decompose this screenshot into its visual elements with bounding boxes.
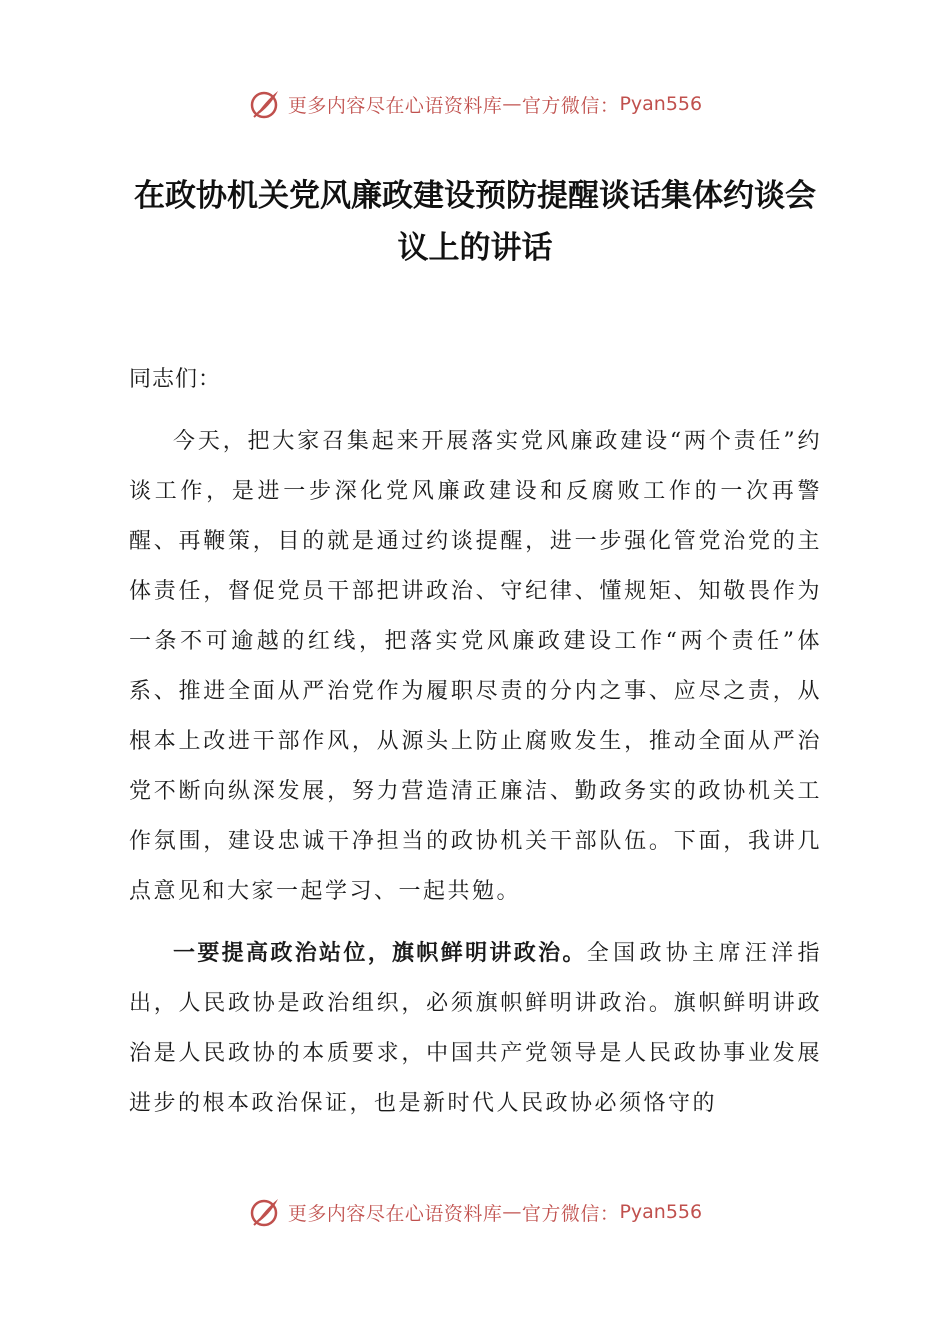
watermark-header <box>0 84 950 124</box>
watermark-official-text: 官方微信： <box>521 94 620 117</box>
quill-pen-logo-icon <box>248 87 282 121</box>
watermark-official-text: 官方微信： <box>521 1202 620 1225</box>
watermark-footer <box>0 1192 950 1232</box>
watermark-dash: — <box>502 93 522 115</box>
watermark-main-text: 更多内容尽在心语资料库 <box>287 94 503 117</box>
watermark-wechat-id: Pyan556 <box>619 93 703 115</box>
watermark-wechat-id: Pyan556 <box>619 1201 703 1223</box>
document-body <box>129 355 822 1141</box>
paragraph-point-one-heading: 一要提高政治站位，旗帜鲜明讲政治。 <box>173 941 587 966</box>
paragraph-intro: 今天，把大家召集起来开展落实党风廉政建设“两个责任”约谈工作，是进一步深化党风廉政建设和反腐败工作的一次再警醒、再鞭策，目的就是通过约谈提醒，进一步强化管党治党的主体责任，督促党员干部把讲政治、守纪律、懂规矩、知敬畏作为一条不可逾越的红线，把落实党风廉政建设工作“两个责任”体系、推进全面从严治党作为履职尽责的分内之事、应尽之责，从根本上改进干部作风，从源头上防止腐败发生，推动全面从严治党不断向纵深发展，努力营造清正廉洁、勤政务实的政协机关工作氛围，建设忠诚干净担当的政协机关干部队伍。下面，我讲几点意见和大家一起学习、一起共勉。 <box>129 429 822 904</box>
document-title: 在政协机关党风廉政建设预防提醒谈话集体约谈会议上的讲话 <box>134 178 816 266</box>
paragraph-point-one <box>129 929 822 1129</box>
quill-pen-logo-icon <box>248 1195 282 1229</box>
salutation: 同志们： <box>129 367 222 392</box>
watermark-dash: — <box>502 1201 522 1223</box>
watermark-main-text: 更多内容尽在心语资料库 <box>287 1202 503 1225</box>
paragraph-point-one-body: 全国政协主席汪洋指出，人民政协是政治组织，必须旗帜鲜明讲政治。旗帜鲜明讲政治是人民政协的本质要求，中国共产党领导是人民政协事业发展进步的根本政治保证，也是新时代人民政协必须恪守的 <box>129 941 822 1116</box>
